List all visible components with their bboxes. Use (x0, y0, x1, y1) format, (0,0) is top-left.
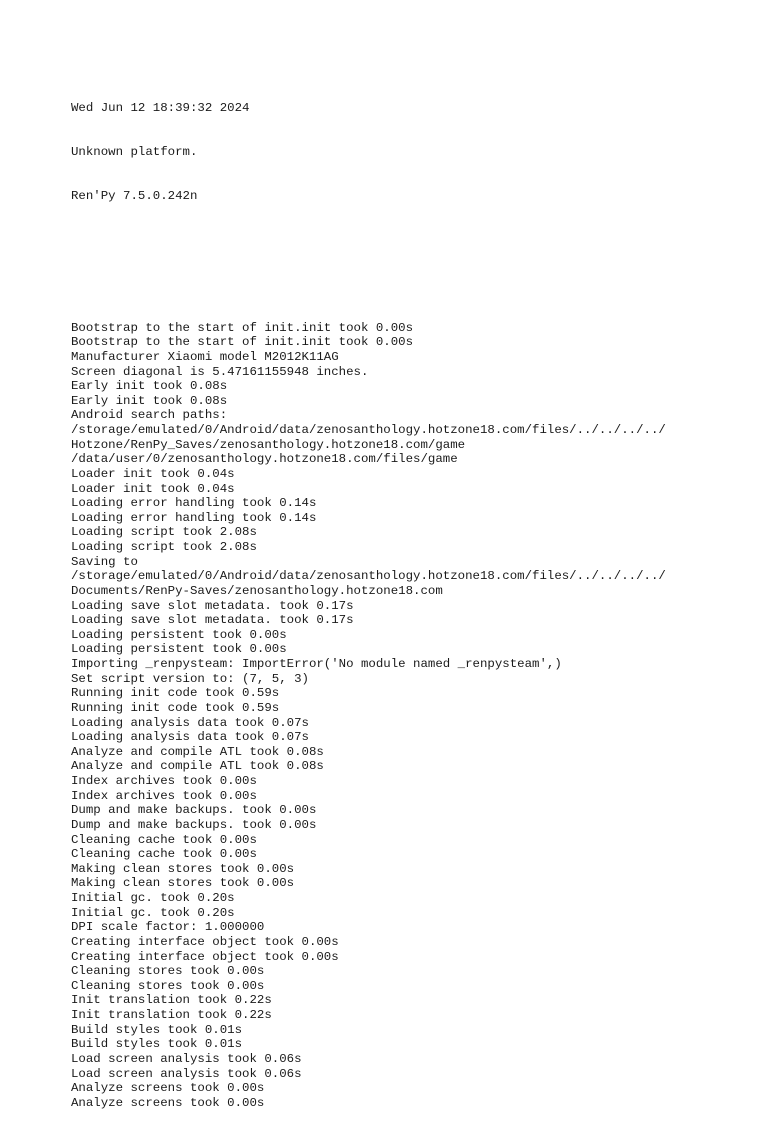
log-line: Making clean stores took 0.00s (71, 876, 295, 891)
log-platform: Unknown platform. (71, 145, 198, 160)
log-document (71, 72, 748, 1125)
log-line: Cleaning cache took 0.00s (71, 847, 257, 862)
log-line: Importing _renpysteam: ImportError('No module named _renpysteam',) (71, 657, 562, 671)
log-line: Build styles took 0.01s (71, 1037, 243, 1052)
log-line: Loading script took 2.08s (71, 540, 257, 554)
log-version: Ren'Py 7.5.0.242n (71, 189, 198, 203)
log-line: Loader init took 0.04s (71, 466, 235, 481)
log-line: Bootstrap to the start of init.init took 0.00s (71, 335, 414, 350)
log-line: Running init code took 0.59s (71, 700, 280, 715)
log-line: Loading save slot metadata. took 0.17s (71, 598, 354, 613)
log-line: Android search paths: (71, 408, 228, 423)
log-date: Wed Jun 12 18:39:32 2024 (71, 101, 250, 116)
log-line: /storage/emulated/0/Android/data/zenosanthology.hotzone18.com/files/../../../../ (71, 423, 666, 437)
log-line: Analyze and compile ATL took 0.08s (71, 759, 324, 774)
log-line: Dump and make backups. took 0.00s (71, 817, 317, 832)
log-line: Analyze screens took 0.00s (71, 1095, 265, 1110)
log-line: Cleaning stores took 0.00s (71, 964, 265, 979)
log-line: Early init took 0.08s (71, 379, 228, 394)
log-line: Init translation took 0.22s (71, 993, 272, 1008)
log-line: /storage/emulated/0/Android/data/zenosanthology.hotzone18.com/files/../../../../ (71, 569, 666, 584)
log-line: Documents/RenPy-Saves/zenosanthology.hotzone18.com (71, 583, 443, 598)
log-line: Hotzone/RenPy_Saves/zenosanthology.hotzone18.com/game (71, 437, 466, 452)
log-line: Creating interface object took 0.00s (71, 934, 339, 949)
log-line: Saving to (71, 554, 138, 569)
log-line: Early init took 0.08s (71, 393, 228, 408)
log-line: Bootstrap to the start of init.init took 0.00s (71, 320, 414, 335)
log-line: Index archives took 0.00s (71, 774, 257, 788)
blank-line (71, 277, 748, 292)
log-line: Load screen analysis took 0.06s (71, 1066, 302, 1081)
log-line: Analyze screens took 0.00s (71, 1081, 265, 1096)
log-line: Loading save slot metadata. took 0.17s (71, 613, 354, 628)
log-line: Loading error handling took 0.14s (71, 510, 317, 525)
log-line: DPI scale factor: 1.000000 (71, 920, 265, 935)
log-line: Loading script took 2.08s (71, 525, 257, 540)
log-line: Loading error handling took 0.14s (71, 496, 317, 511)
log-line: Cleaning cache took 0.00s (71, 832, 257, 847)
log-line: Init translation took 0.22s (71, 1008, 272, 1022)
log-line: Initial gc. took 0.20s (71, 905, 235, 920)
log-line: Screen diagonal is 5.47161155948 inches. (71, 364, 369, 379)
log-line: Running init code took 0.59s (71, 686, 280, 701)
log-body (71, 321, 748, 1111)
log-line: Analyze and compile ATL took 0.08s (71, 744, 324, 759)
log-line: Load screen analysis took 0.06s (71, 1051, 302, 1066)
log-line: Loader init took 0.04s (71, 481, 235, 496)
log-line: Making clean stores took 0.00s (71, 861, 295, 876)
log-line: Manufacturer Xiaomi model M2012K11AG (71, 349, 339, 364)
log-line: Cleaning stores took 0.00s (71, 978, 265, 993)
log-line: Loading persistent took 0.00s (71, 642, 287, 657)
log-line: Index archives took 0.00s (71, 788, 257, 803)
log-line: Initial gc. took 0.20s (71, 891, 235, 905)
log-line: Loading analysis data took 0.07s (71, 730, 309, 745)
log-line: Creating interface object took 0.00s (71, 949, 339, 964)
log-line: /data/user/0/zenosanthology.hotzone18.com/files/game (71, 452, 458, 467)
log-line: Set script version to: (7, 5, 3) (71, 671, 309, 686)
log-line: Dump and make backups. took 0.00s (71, 803, 317, 818)
blank-line (71, 233, 748, 248)
log-line: Build styles took 0.01s (71, 1022, 243, 1037)
log-line: Loading analysis data took 0.07s (71, 715, 309, 730)
log-line: Loading persistent took 0.00s (71, 627, 287, 642)
